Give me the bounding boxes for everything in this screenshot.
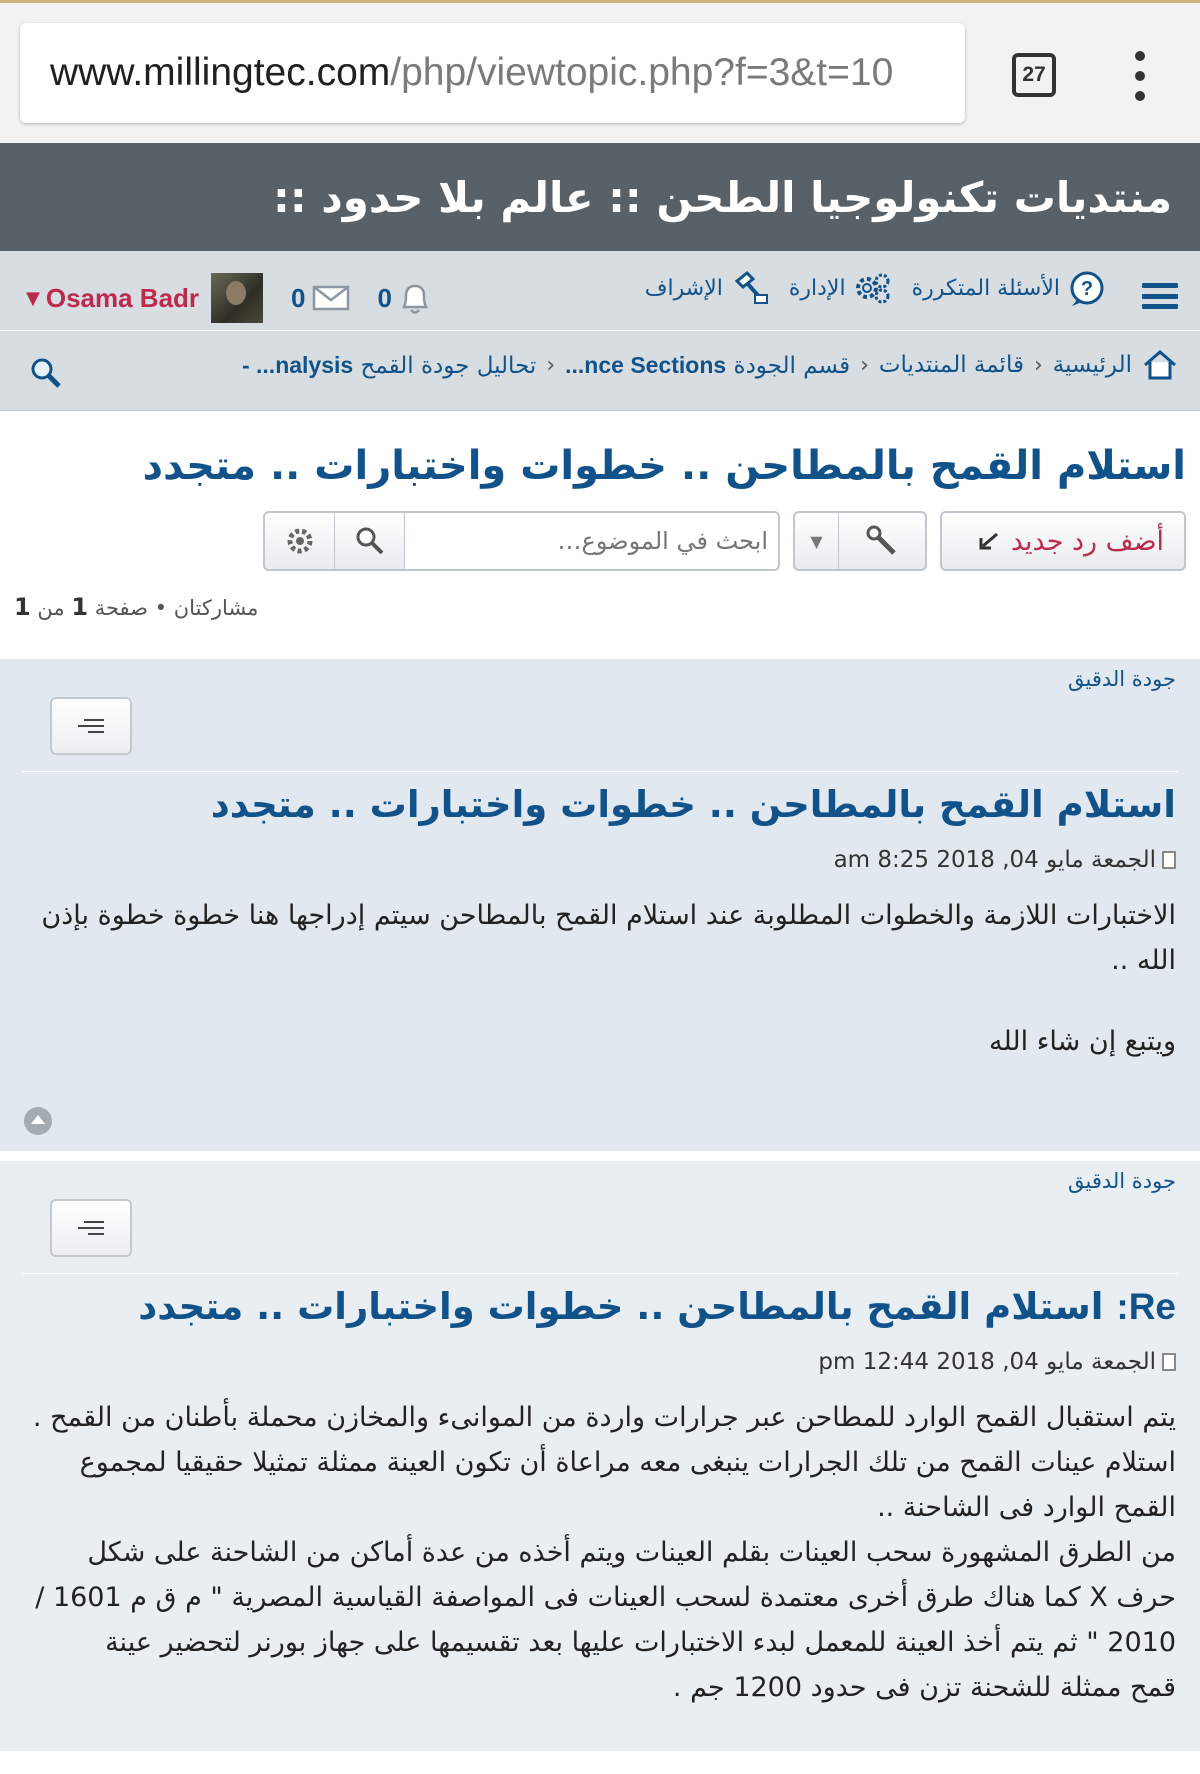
site-title[interactable]: منتديات تكنولوجيا الطحن :: عالم بلا حدود :: [273, 172, 1172, 222]
post-content [20, 1395, 1176, 1710]
page-label: صفحة [94, 596, 148, 620]
user-menu-caret-icon[interactable]: ▼ [26, 287, 40, 309]
username-link[interactable]: Osama Badr [45, 282, 200, 313]
wrench-icon [865, 524, 899, 558]
gear-icon [285, 526, 315, 556]
moderation-icon [729, 269, 771, 307]
breadcrumb: الرئيسية ‹ قائمة المنتديات ‹ قسم الجودة ...nce Sections ‹ تحاليل جودة القمح - ...nalysis [242, 349, 1178, 381]
breadcrumb-home[interactable]: الرئيسية [1052, 352, 1132, 378]
messages-count: 0 [291, 282, 306, 313]
nav-admin-link[interactable] [789, 269, 894, 307]
nav-admin-label: الإدارة [788, 275, 846, 301]
breadcrumb-quality-sections[interactable]: قسم الجودة ...nce Sections [565, 351, 851, 379]
post-author[interactable]: جودة الدقيق [1067, 1169, 1176, 1193]
nav-faq-link[interactable] [912, 269, 1108, 307]
breadcrumb-forums-index[interactable]: قائمة المنتديات [878, 352, 1024, 378]
topic-search-settings-button[interactable] [265, 513, 335, 569]
post-title[interactable]: Re: استلام القمح بالمطاحن .. خطوات واختبارات .. متجدد [138, 1285, 1176, 1328]
profile-lines-icon [78, 1221, 104, 1235]
forum-navbar [0, 251, 1200, 411]
topic-search [263, 511, 780, 571]
of-label: من [37, 596, 65, 620]
magnifier-icon [355, 526, 385, 556]
topic-search-submit-button[interactable] [335, 513, 405, 569]
post-reply-button[interactable] [940, 511, 1186, 571]
post-title[interactable]: استلام القمح بالمطاحن .. خطوات واختبارات .. متجدد [210, 783, 1176, 826]
search-icon[interactable] [30, 357, 62, 389]
post-line: حرف X كما هناك طرق أخرى معتمدة لسحب العينات فى المواصفة القياسية المصرية " م ق م 1601 / [35, 1582, 1176, 1613]
profile-toggle-button[interactable] [50, 697, 132, 755]
browser-menu-icon[interactable] [1130, 51, 1150, 101]
topic-tools-button[interactable] [793, 511, 927, 571]
topic-page [0, 411, 1200, 1751]
post-line: 2010 " ثم يتم أخذ العينة للمعمل لبدء الاختبارات عليها بعد تقسيمها على جهاز بورنر لتحضير عينة [105, 1627, 1176, 1658]
topic-search-input[interactable] [405, 513, 778, 569]
post-line: القمح الوارد فى الشاحنة .. [877, 1492, 1176, 1523]
post [0, 659, 1200, 1151]
quick-links [645, 269, 1108, 307]
tab-switcher-button[interactable]: 27 [1012, 53, 1056, 97]
post-content [24, 893, 1176, 1064]
user-area [26, 273, 432, 323]
nav-moderation-link[interactable] [645, 269, 771, 307]
admin-gears-icon [852, 269, 894, 307]
post-count: مشاركتان [173, 596, 259, 620]
svg-text:?: ? [1080, 278, 1094, 300]
current-page: 1 [71, 593, 89, 621]
post-paragraph: ويتبع إن شاء الله [989, 1026, 1176, 1057]
post-link-icon[interactable] [1162, 1353, 1176, 1371]
hamburger-menu-icon[interactable] [1142, 283, 1178, 309]
profile-toggle-button[interactable] [50, 1199, 132, 1257]
browser-toolbar [0, 3, 1200, 143]
post-paragraph: الاختبارات اللازمة والخطوات المطلوبة عند استلام القمح بالمطاحن سيتم إدراجها هنا خطوة خطوة بإذن الله .. [41, 900, 1176, 976]
post-line: قمح ممثلة للشحنة تزن فى حدود 1200 جم . [672, 1672, 1176, 1703]
envelope-icon[interactable] [312, 284, 350, 312]
post-line: استلام عينات القمح من تلك الجرارات ينبغى معه مراعاة أن تكون العينة ممثلة تمثيلا حقيقيا لمجموع [79, 1447, 1176, 1478]
address-bar[interactable] [20, 23, 965, 123]
faq-icon [1066, 269, 1108, 307]
reply-arrow-icon [977, 530, 1001, 552]
post-line: يتم استقبال القمح الوارد للمطاحن عبر جرارات واردة من الموانىء والمخازن محملة بأطنان من القمح . [32, 1402, 1176, 1433]
total-pages: 1 [14, 593, 31, 621]
breadcrumb-wheat-analysis[interactable]: تحاليل جودة القمح - ...nalysis [241, 351, 537, 379]
site-header [0, 143, 1200, 251]
nav-faq-label: الأسئلة المتكررة [911, 275, 1060, 301]
post-date: الجمعة مايو 04, 2018 8:25 am [834, 847, 1176, 873]
post-author[interactable]: جودة الدقيق [1067, 667, 1176, 691]
home-icon[interactable] [1142, 349, 1178, 381]
post-link-icon[interactable] [1162, 851, 1176, 869]
avatar[interactable] [211, 273, 263, 323]
pagination: مشاركتان • صفحة 1 من 1 [14, 593, 259, 621]
profile-lines-icon [78, 719, 104, 733]
url-host: www.millingtec.com [50, 51, 391, 94]
bell-icon[interactable] [398, 280, 432, 316]
tools-dropdown-caret-icon[interactable]: ▼ [795, 513, 839, 569]
topic-action-bar [0, 511, 1200, 579]
post-reply-label: أضف رد جديد [1010, 525, 1164, 557]
topic-title[interactable]: استلام القمح بالمطاحن .. خطوات واختبارات .. متجدد [142, 443, 1186, 489]
post [0, 1161, 1200, 1751]
post-line: من الطرق المشهورة سحب العينات بقلم العينات ويتم أخذه من عدة أماكن من الشاحنة على شكل [87, 1537, 1176, 1568]
url-path: /php/viewtopic.php?f=3&t=10 [390, 51, 894, 94]
nav-moderation-label: الإشراف [644, 275, 723, 301]
post-date: الجمعة مايو 04, 2018 12:44 pm [818, 1349, 1176, 1375]
back-to-top-icon[interactable] [24, 1107, 52, 1135]
notifications-count: 0 [377, 282, 392, 313]
